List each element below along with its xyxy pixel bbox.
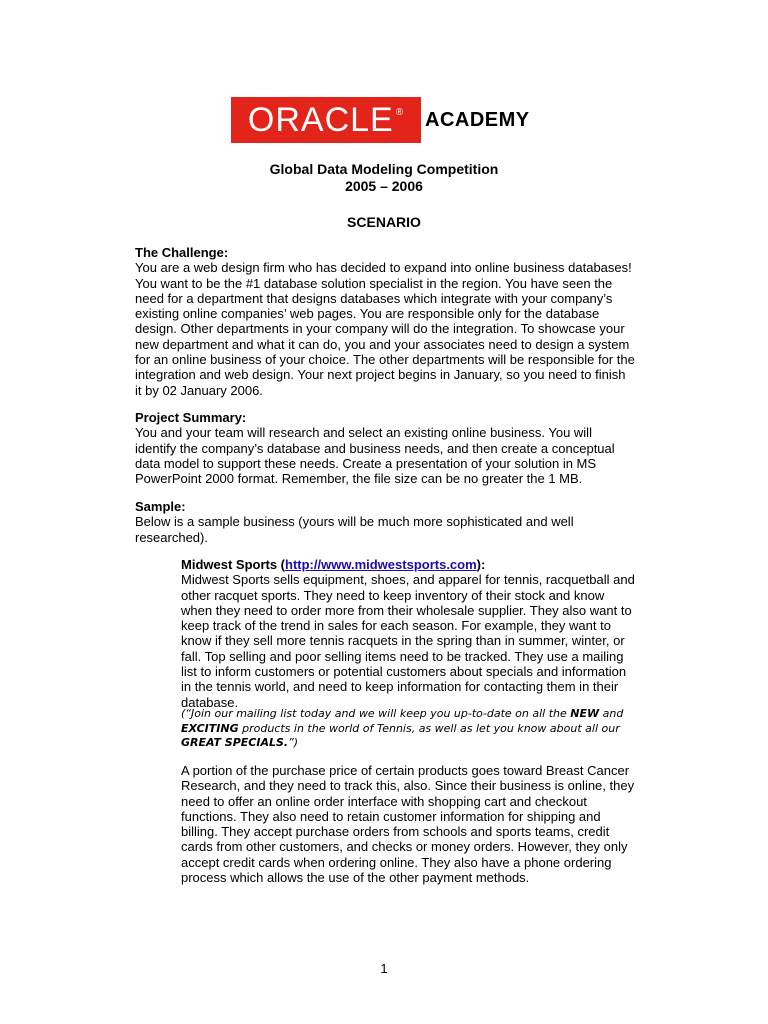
oracle-logo-box bbox=[231, 97, 421, 143]
section-title: SCENARIO bbox=[347, 214, 421, 230]
sample-body: Below is a sample business (yours will be much more sophisticated and well researched). bbox=[135, 514, 574, 545]
midwest-sports-block bbox=[181, 557, 636, 710]
registered-mark: ® bbox=[395, 106, 405, 118]
mailing-list-quote bbox=[181, 707, 636, 751]
quote-new: NEW bbox=[570, 707, 600, 720]
challenge-body: You are a web design firm who has decided to expand into online business databases! You want to be the #1 database solution specialist in the region. You have seen the need for a department that designs databases which integrate with your company’s existing online companies’ web pages. You are responsible only for the database design. Other departments in your company will do the integration. To showcase your new department and what it can do, you and your associates need to design a system for an online business of your choice. The other departments will be responsible for the integration and web design. Your next project begins in January, so you need to finish it by 02 January 2006. bbox=[135, 260, 635, 398]
midwest-body: Midwest Sports sells equipment, shoes, and apparel for tennis, racquetball and other racquet sports. They need to keep inventory of their stock and know when they need to order more from their wholesale supplier. They also want to keep track of the trend in sales for each season. For example, they want to know if they sell more tennis racquets in the spring than in summer, winter, or fall. Top selling and poor selling items need to be tracked. They use a mailing list to inform customers or potential customers about specials and information in the tennis world, and need to keep information for contacting them in their database. bbox=[181, 572, 635, 710]
midwest-heading bbox=[181, 557, 636, 572]
page-number: 1 bbox=[380, 961, 388, 976]
summary-section bbox=[135, 410, 635, 486]
oracle-brand-text: ORACLE bbox=[247, 100, 394, 139]
midwest-name-end: ): bbox=[476, 557, 486, 572]
midwest-link[interactable]: http://www.midwestsports.com bbox=[285, 557, 477, 572]
sample-section bbox=[135, 499, 635, 545]
document-title: Global Data Modeling Competition bbox=[269, 161, 499, 177]
academy-text: ACADEMY bbox=[425, 108, 530, 131]
summary-body: You and your team will research and select an existing online business. You will identify the company’s database and business needs, and then create a conceptual data model to support these needs. Create a presentation of your solution in MS PowerPoint 2000 format. Remember, the file size can be no greater the 1 MB. bbox=[135, 425, 615, 487]
breast-cancer-paragraph: A portion of the purchase price of certain products goes toward Breast Cancer Research, and they need to track this, also. Since their business is online, they need to offer an online order interface with shopping cart and checkout functions. They also need to retain customer information for shipping and billing. They accept purchase orders from schools and sports teams, credit cards from other customers, and checks or money orders. However, they only accept credit cards when ordering online. They also have a phone ordering process which allows the use of the other payment methods. bbox=[181, 763, 635, 886]
sample-heading: Sample: bbox=[135, 499, 186, 514]
summary-heading: Project Summary: bbox=[135, 410, 247, 425]
quote-great-specials: GREAT SPECIALS. bbox=[181, 736, 289, 749]
quote-text-3: products in the world of Tennis, as well as let you know about all our bbox=[238, 721, 620, 735]
challenge-section bbox=[135, 245, 635, 398]
challenge-heading: The Challenge: bbox=[135, 245, 229, 260]
midwest-name: Midwest Sports ( bbox=[181, 557, 286, 572]
quote-text-1: (“Join our mailing list today and we will keep you up-to-date on all the bbox=[181, 707, 571, 720]
document-years: 2005 – 2006 bbox=[345, 178, 423, 194]
quote-text-2: and bbox=[599, 707, 624, 720]
oracle-academy-logo bbox=[231, 97, 530, 143]
quote-text-4: ”) bbox=[288, 736, 299, 749]
quote-exciting: EXCITING bbox=[181, 721, 239, 735]
